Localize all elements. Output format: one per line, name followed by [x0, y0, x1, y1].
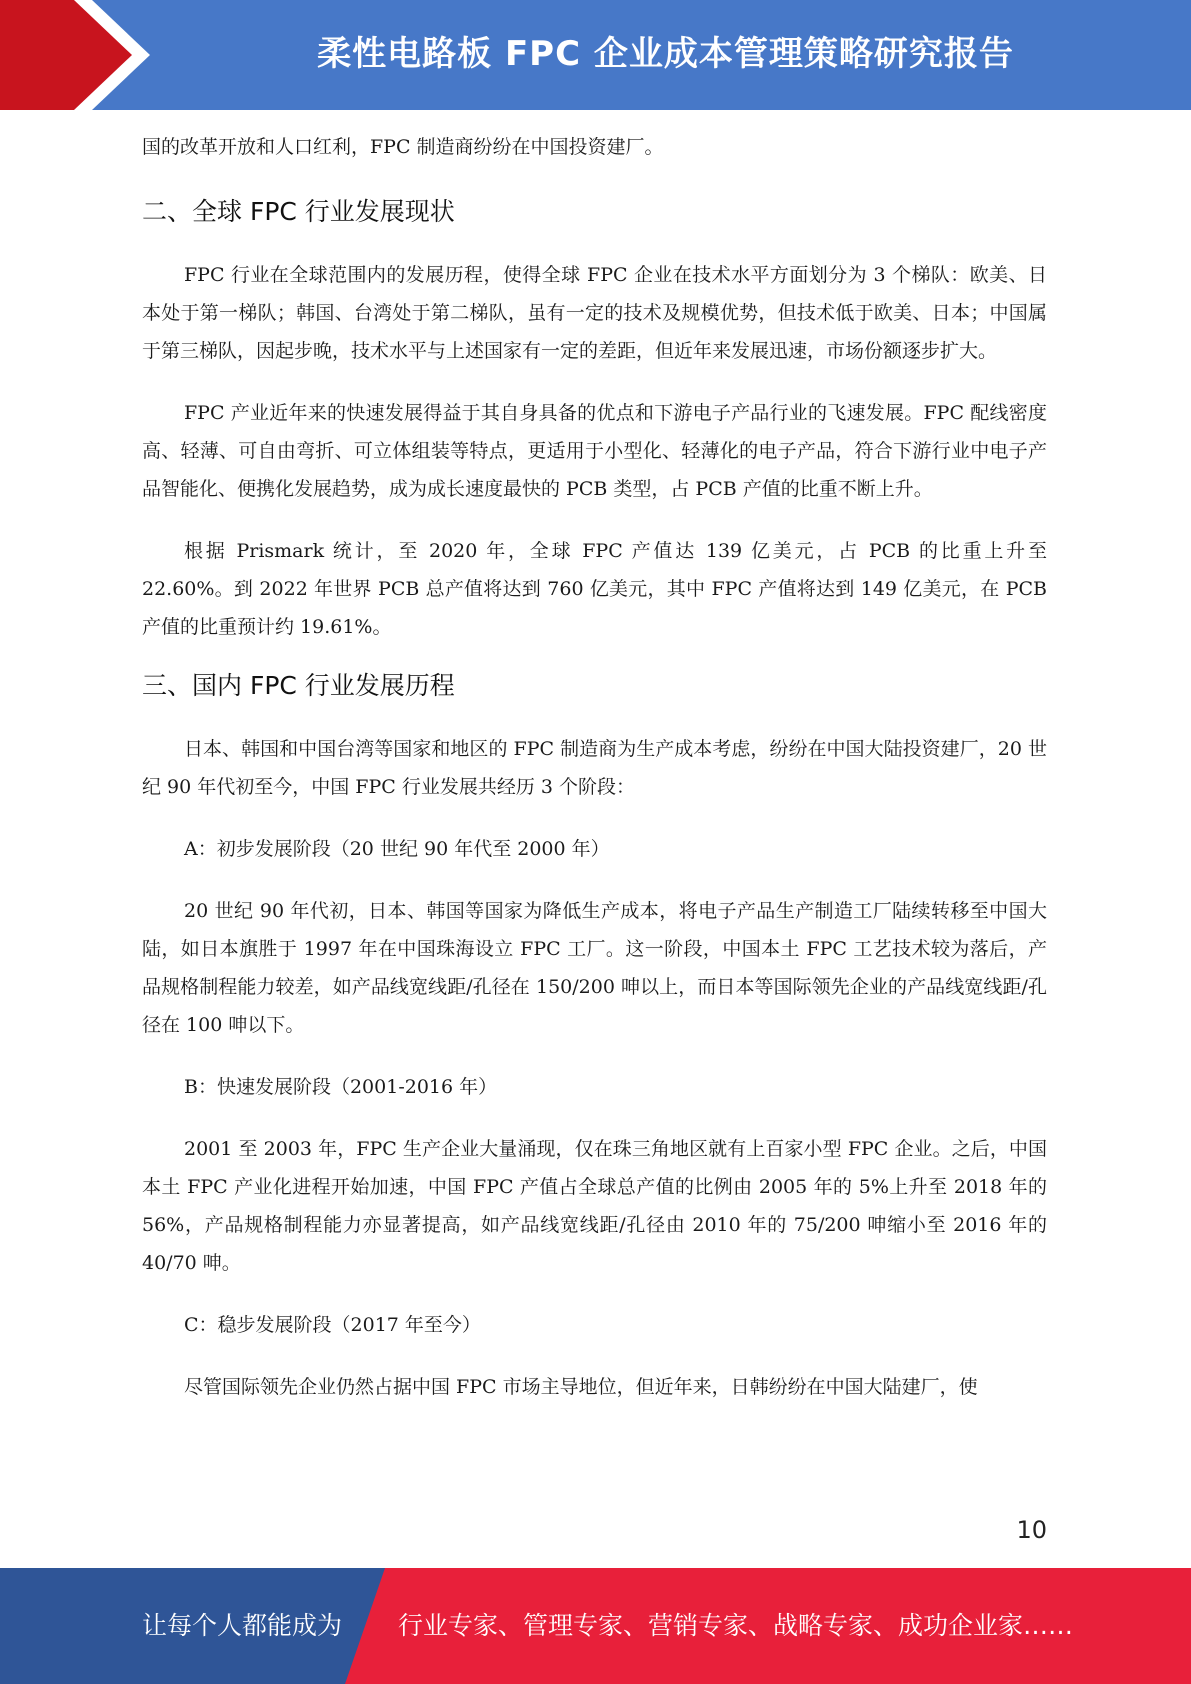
- report-title: 柔性电路板 FPC 企业成本管理策略研究报告: [317, 34, 1014, 74]
- paragraph: 日本、韩国和中国台湾等国家和地区的 FPC 制造商为生产成本考虑，纷纷在中国大陆投资建厂，20 世纪 90 年代初至今，中国 FPC 行业发展共经历 3 个阶段：: [142, 738, 1047, 798]
- stage-c-label: C：稳步发展阶段（2017 年至今）: [184, 1314, 481, 1336]
- red-chevron-decoration: [0, 0, 160, 110]
- paragraph-continuation: 国的改革开放和人口红利，FPC 制造商纷纷在中国投资建厂。: [142, 136, 664, 158]
- footer-slogan-right: 行业专家、管理专家、营销专家、战略专家、成功企业家……: [398, 1611, 1074, 1640]
- paragraph: FPC 行业在全球范围内的发展历程，使得全球 FPC 企业在技术水平方面划分为 3 个梯队：欧美、日本处于第一梯队；韩国、台湾处于第二梯队，虽有一定的技术及规模优势，但技术低于欧美、日本；中国属于第三梯队，因起步晚，技术水平与上述国家有一定的差距，但近年来发展迅速，市场份额逐步扩大。: [142, 264, 1047, 362]
- page-header: [0, 0, 1191, 110]
- page-content: [142, 128, 1047, 1406]
- page-number: 10: [1016, 1516, 1047, 1544]
- stage-a-label: A：初步发展阶段（20 世纪 90 年代至 2000 年）: [184, 838, 610, 860]
- paragraph: 20 世纪 90 年代初，日本、韩国等国家为降低生产成本，将电子产品生产制造工厂陆续转移至中国大陆，如日本旗胜于 1997 年在中国珠海设立 FPC 工厂。这一阶段，中国本土 FPC 工艺技术较为落后，产品规格制程能力较差，如产品线宽线距/孔径在 150/200 呻以上，而日本等国际领先企业的产品线宽线距/孔径在 100 呻以下。: [142, 900, 1047, 1036]
- stage-b-label: B：快速发展阶段（2001-2016 年）: [184, 1076, 498, 1098]
- footer-slogan-left: 让每个人都能成为: [142, 1611, 343, 1640]
- section-heading-global: 二、全球 FPC 行业发展现状: [142, 197, 455, 226]
- page-footer: [0, 1568, 1191, 1684]
- paragraph: 2001 至 2003 年，FPC 生产企业大量涌现，仅在珠三角地区就有上百家小型 FPC 企业。之后，中国本土 FPC 产业化进程开始加速，中国 FPC 产值占全球总产值的比例由 2005 年的 5%上升至 2018 年的 56%，产品规格制程能力亦显著提高，如产品线宽线距/孔径由 2010 年的 75/200 呻缩小至 2016 年的 40/70 呻。: [142, 1138, 1047, 1274]
- paragraph: FPC 产业近年来的快速发展得益于其自身具备的优点和下游电子产品行业的飞速发展。FPC 配线密度高、轻薄、可自由弯折、可立体组装等特点，更适用于小型化、轻薄化的电子产品，符合下游行业中电子产品智能化、便携化发展趋势，成为成长速度最快的 PCB 类型，占 PCB 产值的比重不断上升。: [142, 402, 1047, 500]
- section-heading-domestic: 三、国内 FPC 行业发展历程: [142, 671, 455, 700]
- paragraph: 根据 Prismark 统计，至 2020 年，全球 FPC 产值达 139 亿美元，占 PCB 的比重上升至 22.60%。到 2022 年世界 PCB 总产值将达到 760 亿美元，其中 FPC 产值将达到 149 亿美元，在 PCB 产值的比重预计约 19.61%。: [142, 540, 1047, 638]
- paragraph: 尽管国际领先企业仍然占据中国 FPC 市场主导地位，但近年来，日韩纷纷在中国大陆建厂，使: [184, 1376, 978, 1398]
